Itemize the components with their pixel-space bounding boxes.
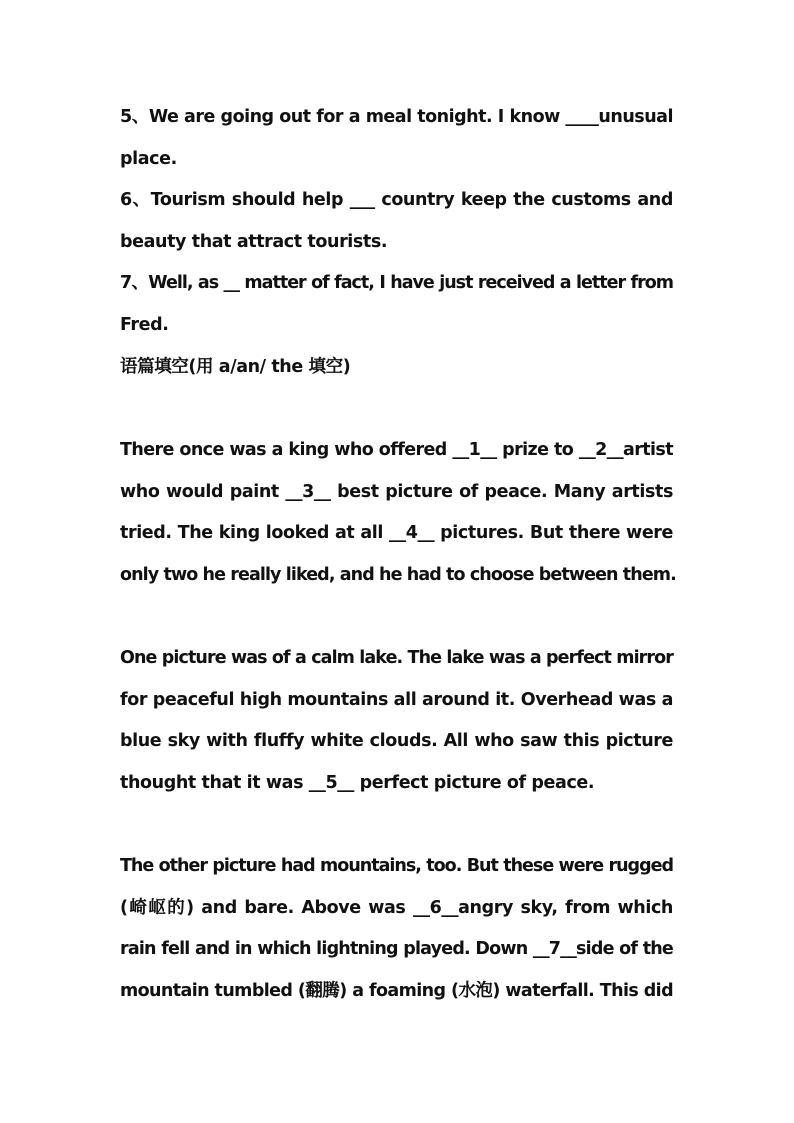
exercise-item-5-line-1: 5、We are going out for a meal tonight. I know ____unusual (120, 107, 673, 127)
exercise-item-6-line-2: beauty that attract tourists. (120, 232, 388, 252)
exercise-item-6-line-1: 6、Tourism should help ___ country keep the customs and (120, 190, 673, 210)
paragraph-2-line-4: thought that it was __5__ perfect picture of peace. (120, 773, 595, 793)
exercise-item-7-line-2: Fred. (120, 315, 169, 335)
paragraph-3-line-3: rain fell and in which lightning played. Down __7__side of the (120, 939, 673, 959)
paragraph-1-line-1: There once was a king who offered __1__ prize to __2__artist (120, 440, 673, 460)
paragraph-3-line-4: mountain tumbled (翻腾) a foaming (水泡) waterfall. This did (120, 981, 673, 1001)
paragraph-1-line-3: tried. The king looked at all __4__ pictures. But there were (120, 523, 673, 543)
paragraph-3-line-1: The other picture had mountains, too. But these were rugged (120, 856, 673, 876)
exercise-item-5-line-2: place. (120, 149, 177, 169)
paragraph-2-line-3: blue sky with fluffy white clouds. All who saw this picture (120, 731, 673, 751)
paragraph-2-line-2: for peaceful high mountains all around it. Overhead was a (120, 690, 673, 710)
paragraph-1-line-4: only two he really liked, and he had to choose between them. (120, 565, 676, 585)
section-heading: 语篇填空(用 a/an/ the 填空) (120, 357, 351, 377)
paragraph-1-line-2: who would paint __3__ best picture of peace. Many artists (120, 482, 673, 502)
paragraph-3-line-2: (崎岖的) and bare. Above was __6__angry sky, from which (120, 898, 673, 918)
paragraph-2-line-1: One picture was of a calm lake. The lake was a perfect mirror (120, 648, 673, 668)
exercise-item-7-line-1: 7、Well, as __ matter of fact, I have just received a letter from (120, 273, 673, 293)
